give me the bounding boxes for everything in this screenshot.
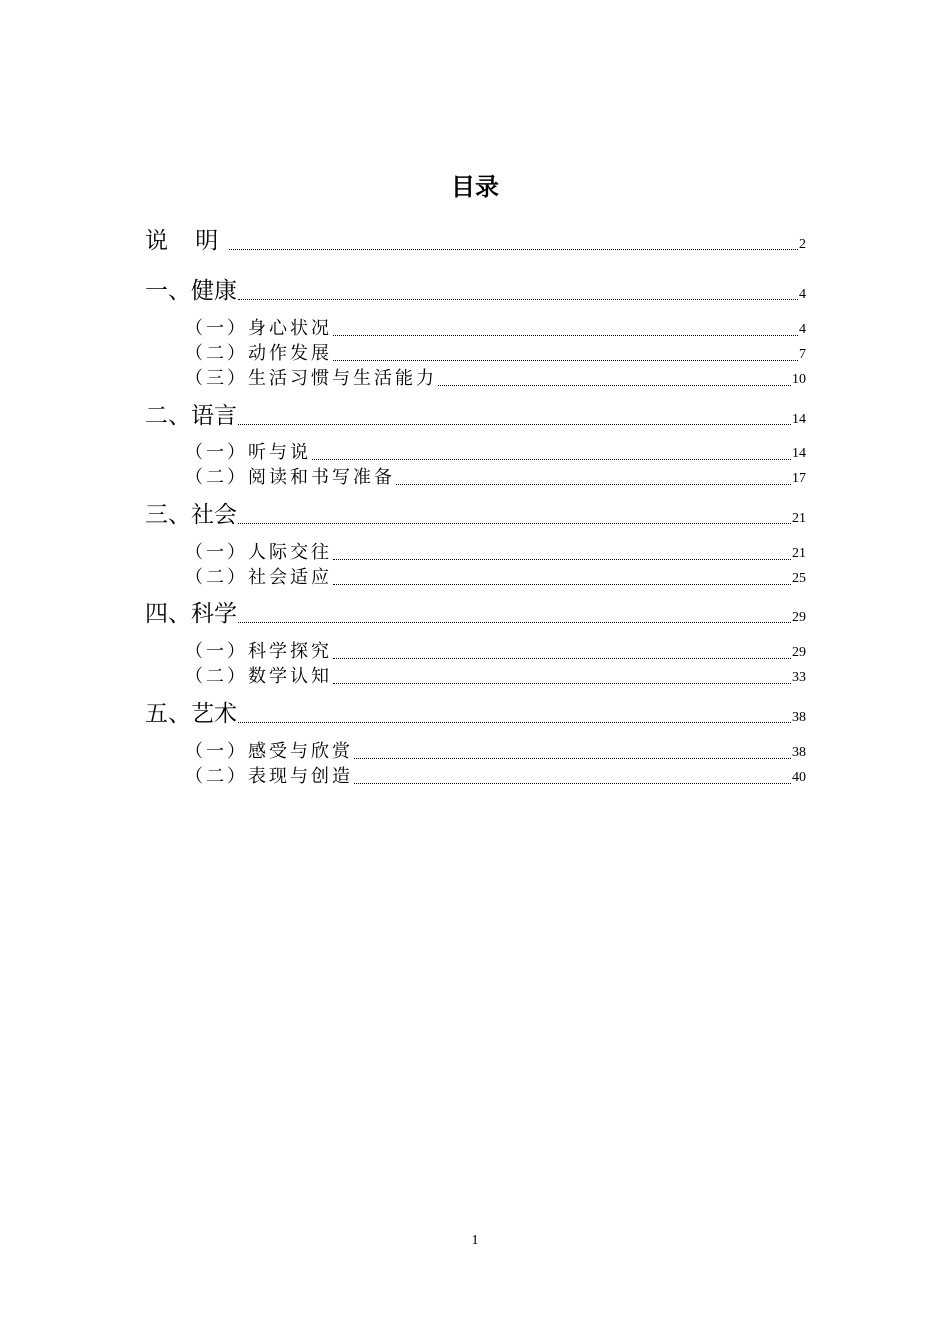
toc-label: 四、科学 xyxy=(145,601,237,627)
toc-page-number: 7 xyxy=(799,347,806,362)
toc-page-number: 2 xyxy=(799,237,806,252)
toc-page-number: 38 xyxy=(792,745,806,760)
dot-leader xyxy=(238,523,791,524)
toc-entry-art[interactable] xyxy=(145,699,806,729)
toc-entry-society-2[interactable] xyxy=(185,566,806,590)
toc-entry-art-2[interactable] xyxy=(185,765,806,789)
toc-page-number: 14 xyxy=(792,412,806,427)
toc-page-number: 4 xyxy=(799,322,806,337)
toc-entry-language-2[interactable] xyxy=(185,466,806,490)
toc-label: 一、健康 xyxy=(145,278,237,304)
toc-label: （一）听与说 xyxy=(185,442,311,463)
dot-leader xyxy=(333,360,798,361)
toc-label: （一）感受与欣赏 xyxy=(185,741,353,762)
toc-page-number: 38 xyxy=(792,710,806,725)
toc-entry-health-2[interactable] xyxy=(185,342,806,366)
toc-label: （二）动作发展 xyxy=(185,343,332,364)
toc-page-number: 10 xyxy=(792,372,806,387)
dot-leader xyxy=(354,783,791,784)
toc-page-number: 4 xyxy=(799,287,806,302)
toc-entry-science-1[interactable] xyxy=(185,640,806,664)
toc-entry-society[interactable] xyxy=(145,500,806,530)
toc-label: （一）人际交往 xyxy=(185,542,332,563)
toc-entry-health[interactable] xyxy=(145,276,806,306)
toc-page-number: 25 xyxy=(792,571,806,586)
toc-label: （三）生活习惯与生活能力 xyxy=(185,368,437,389)
toc-entry-science-2[interactable] xyxy=(185,665,806,689)
footer-page-number: 1 xyxy=(471,1233,479,1248)
toc-label: 说 明 xyxy=(145,228,229,254)
dot-leader xyxy=(312,459,791,460)
dot-leader xyxy=(333,584,791,585)
toc-label: （二）表现与创造 xyxy=(185,766,353,787)
dot-leader xyxy=(229,249,798,250)
toc-page-number: 21 xyxy=(792,511,806,526)
toc-label: （一）科学探究 xyxy=(185,641,332,662)
dot-leader xyxy=(333,559,791,560)
toc-entry-language[interactable] xyxy=(145,401,806,431)
toc-page-number: 29 xyxy=(792,645,806,660)
dot-leader xyxy=(333,683,791,684)
dot-leader xyxy=(333,658,791,659)
toc-entry-preface[interactable] xyxy=(145,226,806,256)
toc-entry-health-3[interactable] xyxy=(185,367,806,391)
dot-leader xyxy=(238,299,798,300)
toc-label: 二、语言 xyxy=(145,403,237,429)
toc-entry-art-1[interactable] xyxy=(185,740,806,764)
dot-leader xyxy=(438,385,791,386)
toc-label: 五、艺术 xyxy=(145,701,237,727)
toc-entry-health-1[interactable] xyxy=(185,317,806,341)
toc-page-number: 14 xyxy=(792,446,806,461)
toc-label: （一）身心状况 xyxy=(185,318,332,339)
dot-leader xyxy=(238,722,791,723)
toc-label: （二）数学认知 xyxy=(185,666,332,687)
dot-leader xyxy=(354,758,791,759)
dot-leader xyxy=(396,484,791,485)
toc-entry-science[interactable] xyxy=(145,599,806,629)
toc-page-number: 40 xyxy=(792,770,806,785)
toc-label: （二）社会适应 xyxy=(185,567,332,588)
toc-label: 三、社会 xyxy=(145,502,237,528)
dot-leader xyxy=(333,335,798,336)
toc-label: （二）阅读和书写准备 xyxy=(185,467,395,488)
toc-page-number: 17 xyxy=(792,471,806,486)
toc-page-number: 33 xyxy=(792,670,806,685)
toc-page-number: 21 xyxy=(792,546,806,561)
toc-page-number: 29 xyxy=(792,610,806,625)
dot-leader xyxy=(238,622,791,623)
toc-entry-society-1[interactable] xyxy=(185,541,806,565)
page-title: 目录 xyxy=(451,173,499,201)
dot-leader xyxy=(238,424,791,425)
toc-entry-language-1[interactable] xyxy=(185,441,806,465)
